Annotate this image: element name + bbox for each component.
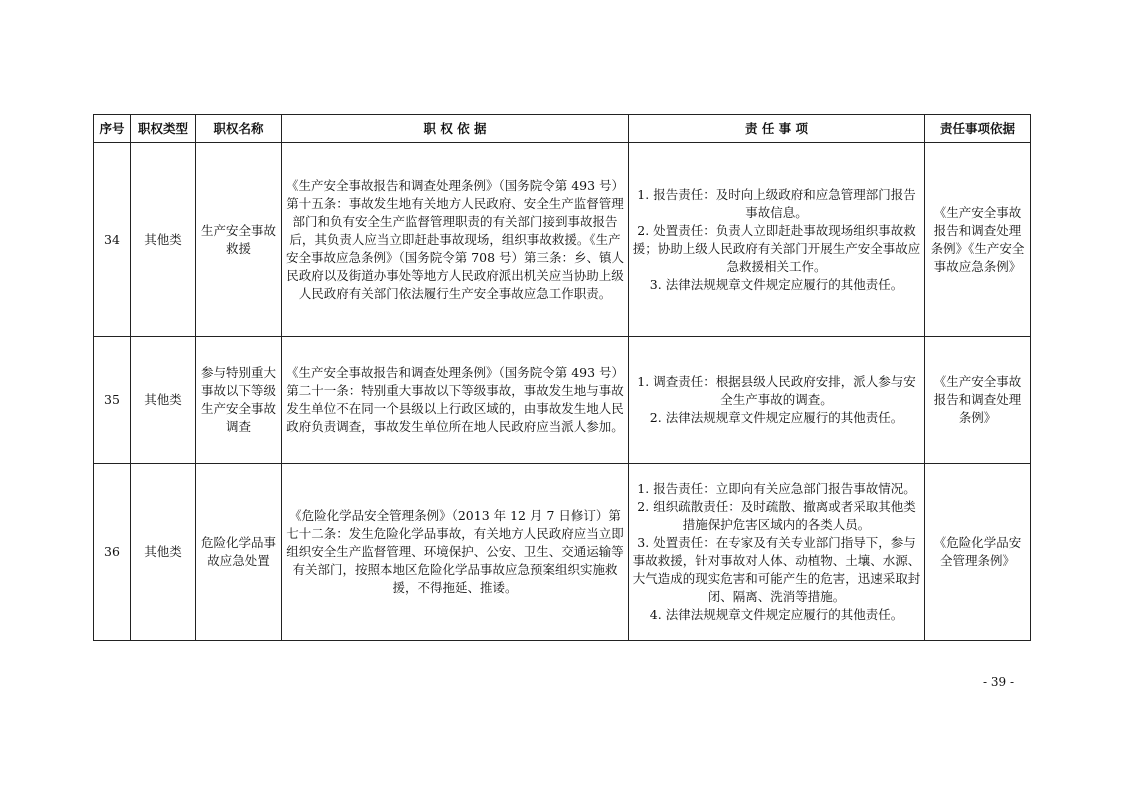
cell-duties (629, 464, 925, 641)
authority-table (93, 114, 1031, 641)
cell-duty-basis: 《危险化学品安全管理条例》 (925, 464, 1031, 641)
cell-name: 参与特别重大事故以下等级生产安全事故调查 (196, 337, 282, 464)
header-category: 职权类型 (131, 115, 196, 143)
header-duty-basis: 责任事项依据 (925, 115, 1031, 143)
cell-seq: 34 (94, 143, 131, 337)
cell-category: 其他类 (131, 337, 196, 464)
cell-category: 其他类 (131, 464, 196, 641)
cell-duty-basis: 《生产安全事故报告和调查处理条例》《生产安全事故应急条例》 (925, 143, 1031, 337)
cell-duty-basis: 《生产安全事故报告和调查处理条例》 (925, 337, 1031, 464)
duty-item: 2. 处置责任：负责人立即赶赴事故现场组织事故救援；协助上级人民政府有关部门开展生产安全事故应急救援相关工作。 (632, 222, 921, 274)
duty-item: 2. 组织疏散责任：及时疏散、撤离或者采取其他类措施保护危害区域内的各类人员。 (637, 499, 916, 532)
cell-name: 生产安全事故救援 (196, 143, 282, 337)
cell-seq: 35 (94, 337, 131, 464)
duty-item: 1. 调查责任：根据县级人民政府安排，派人参与安全生产事故的调查。 (637, 374, 916, 407)
cell-duties (629, 337, 925, 464)
duty-item: 4. 法律法规规章文件规定应履行的其他责任。 (649, 607, 904, 622)
cell-basis: 《危险化学品安全管理条例》（2013 年 12 月 7 日修订）第七十二条：发生危险化学品事故，有关地方人民政府应当立即组织安全生产监督管理、环境保护、公安、卫生、交通运输等有关部门，按照本地区危险化学品事故应急预案组织实施救援，不得拖延、推诿。 (282, 464, 629, 641)
header-row (94, 115, 1031, 143)
cell-basis: 《生产安全事故报告和调查处理条例》（国务院令第 493 号）第二十一条：特别重大事故以下等级事故，事故发生地与事故发生单位不在同一个县级以上行政区域的，由事故发生地人民政府负责调查，事故发生单位所在地人民政府应当派人参加。 (282, 337, 629, 464)
header-basis: 职 权 依 据 (282, 115, 629, 143)
header-seq: 序号 (94, 115, 131, 143)
table-row (94, 143, 1031, 337)
cell-name: 危险化学品事故应急处置 (196, 464, 282, 641)
cell-basis: 《生产安全事故报告和调查处理条例》（国务院令第 493 号）第十五条：事故发生地有关地方人民政府、安全生产监督管理部门和负有安全生产监督管理职责的有关部门接到事故报告后，其负责人应当立即赶赴事故现场，组织事故救援。《生产安全事故应急条例》（国务院令第 708 号）第三条：乡、镇人民政府以及街道办事处等地方人民政府派出机关应当协助上级人民政府有关部门依法履行生产安全事故应急工作职责。 (282, 143, 629, 337)
cell-duties (629, 143, 925, 337)
duty-item: 3. 处置责任：在专家及有关专业部门指导下，参与事故救援，针对事故对人体、动植物、土壤、水源、大气造成的现实危害和可能产生的危害，迅速采取封闭、隔离、洗消等措施。 (632, 535, 921, 604)
duty-item: 1. 报告责任：立即向有关应急部门报告事故情况。 (637, 481, 916, 496)
duty-item: 2. 法律法规规章文件规定应履行的其他责任。 (649, 410, 904, 425)
table-row (94, 464, 1031, 641)
page-number: - 39 - (982, 675, 1014, 689)
cell-category: 其他类 (131, 143, 196, 337)
cell-seq: 36 (94, 464, 131, 641)
duty-item: 1. 报告责任：及时向上级政府和应急管理部门报告事故信息。 (637, 186, 916, 220)
header-duties: 责 任 事 项 (629, 115, 925, 143)
table-row (94, 337, 1031, 464)
duty-item: 3. 法律法规规章文件规定应履行的其他责任。 (649, 276, 904, 292)
header-name: 职权名称 (196, 115, 282, 143)
